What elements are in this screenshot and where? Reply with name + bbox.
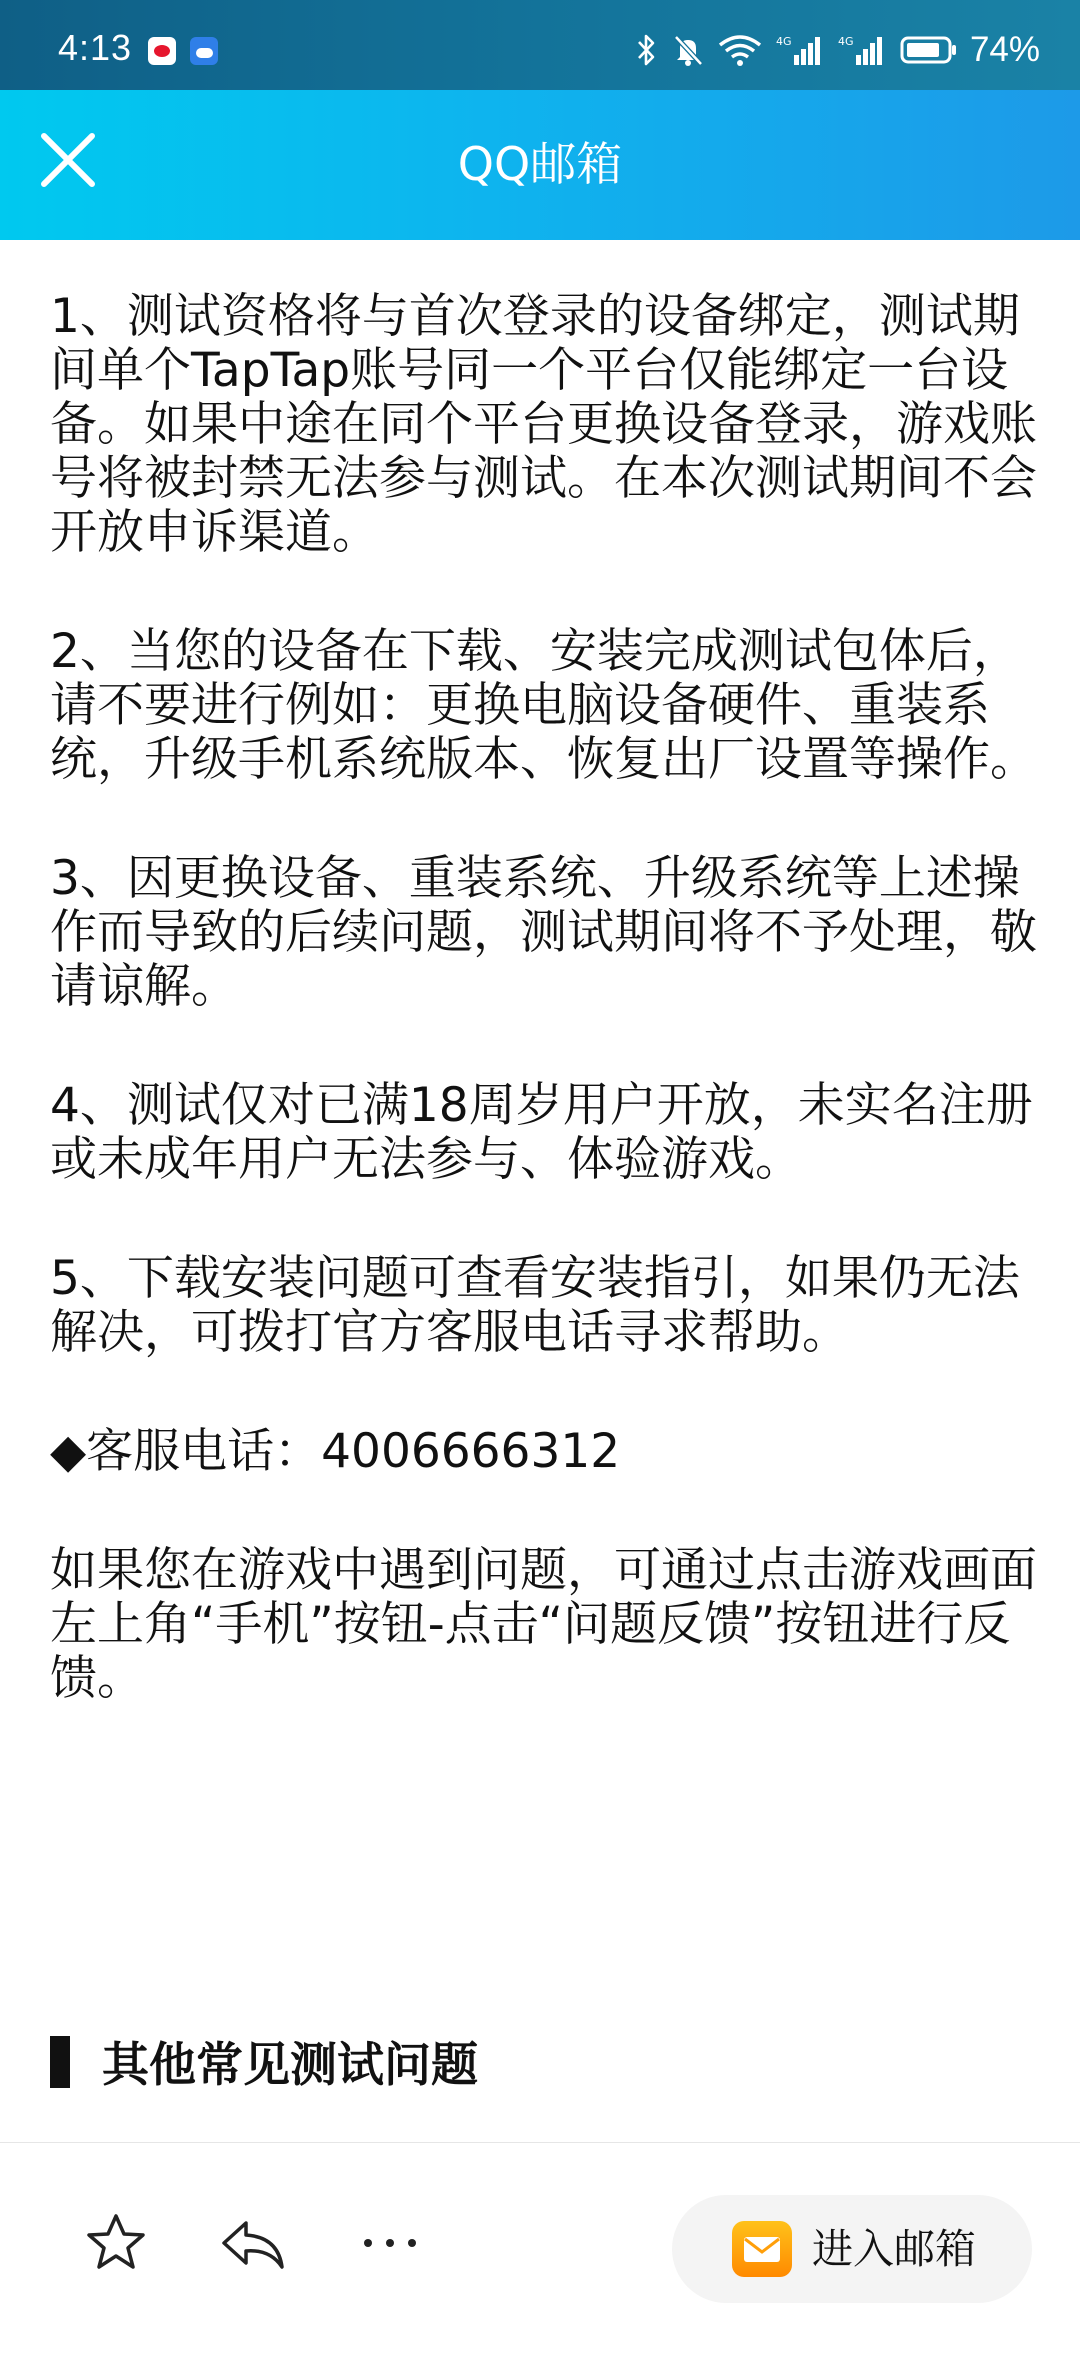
more-icon[interactable] — [358, 2227, 422, 2259]
status-icons — [622, 30, 1040, 70]
status-bar — [0, 0, 1080, 90]
section-heading-text: 其他常见测试问题 — [102, 2038, 478, 2093]
service-phone: ◆客服电话：4006666312 — [50, 1424, 621, 1479]
paragraph-4: 4、测试仅对已满18周岁用户开放，未实名注册或未成年用户无法参与、体验游戏。 — [50, 1078, 1033, 1187]
paragraph-2: 2、当您的设备在下载、安装完成测试包体后，请不要进行例如：更换电脑设备硬件、重装系统，升级手机系统版本、恢复出厂设置等操作。 — [50, 624, 1037, 787]
star-icon[interactable] — [84, 2211, 148, 2275]
mute-icon — [672, 33, 704, 67]
status-time: 4:13 — [58, 27, 133, 68]
bottom-toolbar — [0, 2142, 1080, 2376]
enter-mailbox-button[interactable] — [672, 2195, 1032, 2303]
page-title: QQ邮箱 — [457, 137, 623, 191]
signal-4g-icon-2 — [838, 33, 886, 67]
enter-mailbox-label: 进入邮箱 — [812, 2225, 976, 2273]
weibo-icon — [148, 37, 176, 65]
paragraph-1: 1、测试资格将与首次登录的设备绑定，测试期间单个TapTap账号同一个平台仅能绑定一台设备。如果中途在同个平台更换设备登录，游戏账号将被封禁无法参与测试。在本次测试期间不会开放申诉渠道。 — [50, 289, 1037, 560]
mail-icon — [732, 2221, 792, 2277]
section-heading — [50, 2028, 478, 2095]
heading-bar — [50, 2036, 70, 2088]
reply-icon[interactable] — [218, 2211, 288, 2275]
mail-content — [50, 290, 1040, 1771]
signal-4g-icon — [776, 33, 824, 67]
svg-text:4G: 4G — [837, 35, 854, 48]
battery-percent: 74% — [969, 30, 1040, 69]
paragraph-5: 5、下载安装问题可查看安装指引，如果仍无法解决，可拨打官方客服电话寻求帮助。 — [50, 1251, 1020, 1360]
bluetooth-icon — [636, 33, 658, 67]
wifi-icon — [718, 33, 762, 67]
weather-icon — [190, 37, 218, 65]
title-bar — [0, 90, 1080, 240]
svg-text:4G: 4G — [775, 35, 792, 48]
paragraph-3: 3、因更换设备、重装系统、升级系统等上述操作而导致的后续问题，测试期间将不予处理，敬请谅解。 — [50, 851, 1037, 1014]
feedback-paragraph: 如果您在游戏中遇到问题，可通过点击游戏画面左上角“手机”按钮-点击“问题反馈”按钮进行反馈。 — [50, 1543, 1037, 1706]
battery-icon — [900, 35, 958, 65]
